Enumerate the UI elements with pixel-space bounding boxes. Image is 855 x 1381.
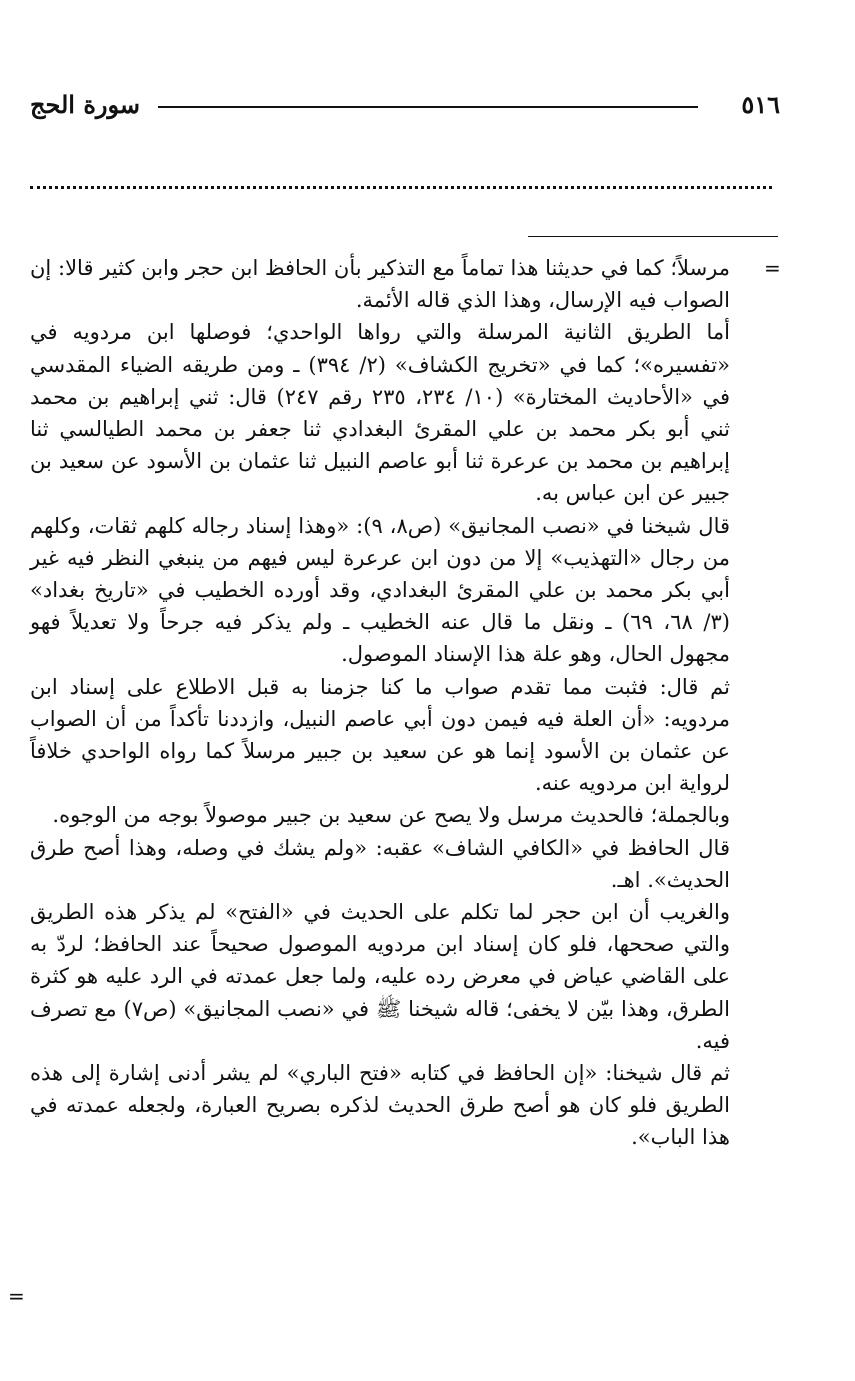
paragraph: مرسلاً؛ كما في حديثنا هذا تماماً مع التذكير بأن الحافظ ابن حجر وابن كثير قالا: إن الصواب فيه الإرسال، وهذا الذي قاله الأئمة.: [30, 256, 730, 313]
paragraph: ثم قال شيخنا: «إن الحافظ في كتابه «فتح الباري» لم يشر أدنى إشارة إلى هذه الطريق فلو كان هو أصح طرق الحديث لذكره بصريح العبارة، ولجعله عمدته في هذا الباب».: [30, 1061, 730, 1150]
footnote-text: [30, 252, 730, 1154]
header-rule: [158, 106, 698, 108]
dotted-separator: [30, 186, 772, 189]
footnote-rule: [528, 236, 778, 237]
running-header: [30, 90, 780, 130]
paragraph: أما الطريق الثانية المرسلة والتي رواها الواحدي؛ فوصلها ابن مردويه في «تفسيره»؛ كما في «تخريج الكشاف» (٢/ ٣٩٤) ـ ومن طريقه الضياء المقدسي في «الأحاديث المختارة» (١٠/ ٢٣٤، ٢٣٥ رقم ٢٤٧) قال: ثني إبراهيم بن محمد ثني أبو بكر محمد بن علي المقرئ البغدادي ثنا جعفر بن محمد الطيالسي ثنا إبراهيم بن محمد بن عرعرة ثنا أبو عاصم النبيل ثنا عثمان بن الأسود عن سعيد بن جبير عن ابن عباس به.: [30, 320, 730, 506]
paragraph: قال الحافظ في «الكافي الشاف» عقبه: «ولم يشك في وصله، وهذا أصح طرق الحديث». اهـ.: [30, 835, 730, 892]
continuation-mark-bottom: =: [8, 1284, 25, 1308]
paragraph: قال شيخنا في «نصب المجانيق» (ص٨، ٩): «وهذا إسناد رجاله كلهم ثقات، وكلهم من رجال «التهذيب» إلا من دون ابن عرعرة ليس فيهم من ينبغي النظر فيه غير أبي بكر محمد بن علي المقرئ البغدادي، وقد أورده الخطيب في «تاريخ بغداد» (٣/ ٦٨، ٦٩) ـ ونقل ما قال عنه الخطيب ـ ولم يذكر فيه جرحاً ولا تعديلاً فهو مجهول الحال، وهو علة هذا الإسناد الموصول.: [30, 513, 731, 667]
continuation-mark-top: =: [764, 256, 781, 280]
surah-title: سورة الحج: [30, 90, 140, 119]
paragraph: ثم قال: فثبت مما تقدم صواب ما كنا جزمنا به قبل الاطلاع على إسناد ابن مردويه: «أن العلة فيه فيمن دون أبي عاصم النبيل، وازددنا تأكداً من أن الصواب عن عثمان بن الأسود إنما هو عن سعيد بن جبير مرسلاً كما رواه الواحدي خلافاً لرواية ابن مردويه عنه.: [30, 674, 730, 796]
paragraph: وبالجملة؛ فالحديث مرسل ولا يصح عن سعيد بن جبير موصولاً بوجه من الوجوه.: [52, 803, 730, 828]
paragraph: والغريب أن ابن حجر لما تكلم على الحديث في «الفتح» لم يذكر هذه الطريق والتي صححها، فلو كان إسناد ابن مردويه الموصول صحيحاً عند الحافظ؛ لردّ به على القاضي عياض في معرض رده عليه، ولما جعل عمدته في الرد عليه هو كثرة الطرق، وهذا بيّن لا يخفى؛ قاله شيخنا ﷺ في «نصب المجانيق» (ص٧) مع تصرف فيه.: [30, 900, 730, 1053]
page-number: ٥١٦: [741, 90, 780, 119]
